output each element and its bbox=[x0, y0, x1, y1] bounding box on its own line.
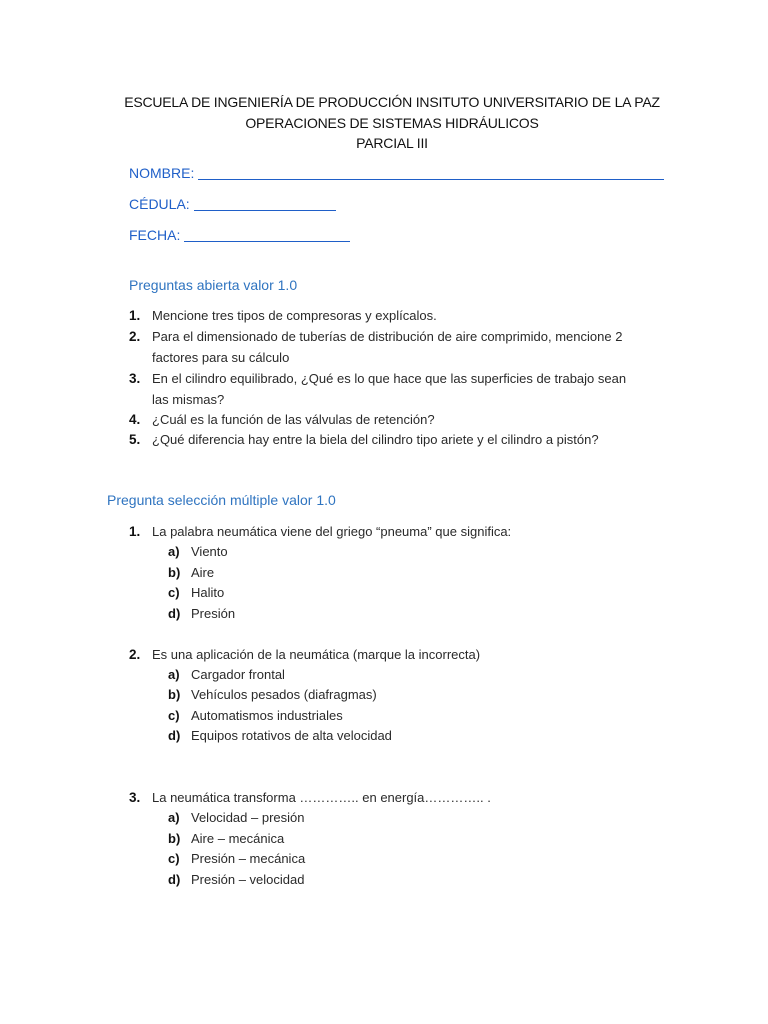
option-text: Halito bbox=[191, 585, 225, 600]
option-letter: d) bbox=[168, 606, 181, 621]
option-text: Presión – mecánica bbox=[191, 851, 306, 866]
question-text: La palabra neumática viene del griego “pneuma” que significa: bbox=[152, 524, 512, 539]
header-exam-title: PARCIAL III bbox=[356, 135, 428, 151]
option-text: Aire – mecánica bbox=[191, 831, 285, 846]
question-number: 2. bbox=[129, 647, 141, 662]
option-letter: a) bbox=[168, 544, 180, 559]
question-text: Es una aplicación de la neumática (marque la incorrecta) bbox=[152, 647, 481, 662]
option-text: Vehículos pesados (diafragmas) bbox=[191, 687, 377, 702]
question-number: 1. bbox=[129, 308, 141, 323]
option-letter: c) bbox=[168, 585, 180, 600]
option-text: Equipos rotativos de alta velocidad bbox=[191, 728, 392, 743]
question-number: 5. bbox=[129, 432, 141, 447]
option-letter: b) bbox=[168, 565, 181, 580]
option-text: Velocidad – presión bbox=[191, 810, 305, 825]
nombre-field bbox=[129, 165, 664, 181]
cedula-blank-line[interactable] bbox=[194, 196, 336, 211]
question-text: En el cilindro equilibrado, ¿Qué es lo que hace que las superficies de trabajo sean bbox=[152, 371, 627, 386]
question-text: Para el dimensionado de tuberías de distribución de aire comprimido, mencione 2 bbox=[152, 329, 623, 344]
question-text: ¿Cuál es la función de las válvulas de retención? bbox=[152, 412, 435, 427]
header-course: OPERACIONES DE SISTEMAS HIDRÁULICOS bbox=[245, 114, 539, 131]
fecha-field bbox=[129, 227, 350, 243]
nombre-label: NOMBRE: bbox=[129, 165, 195, 181]
open-questions-title: Preguntas abierta valor 1.0 bbox=[129, 277, 298, 293]
option-letter: d) bbox=[168, 872, 181, 887]
option-text: Automatismos industriales bbox=[191, 708, 343, 723]
option-letter: d) bbox=[168, 728, 181, 743]
nombre-blank-line[interactable] bbox=[198, 165, 664, 180]
option-text: Aire bbox=[191, 565, 215, 580]
option-text: Cargador frontal bbox=[191, 667, 285, 682]
header-institution: ESCUELA DE INGENIERÍA DE PRODUCCIÓN INSITUTO UNIVERSITARIO DE LA PAZ bbox=[124, 94, 660, 110]
option-letter: a) bbox=[168, 667, 180, 682]
option-text: Presión bbox=[191, 606, 236, 621]
question-number: 2. bbox=[129, 329, 141, 344]
question-number: 3. bbox=[129, 790, 141, 805]
option-letter: a) bbox=[168, 810, 180, 825]
cedula-label: CÉDULA: bbox=[129, 196, 190, 212]
question-number: 4. bbox=[129, 412, 141, 427]
question-text: ¿Qué diferencia hay entre la biela del cilindro tipo ariete y el cilindro a pistón? bbox=[152, 432, 599, 447]
multiple-choice-title: Pregunta selección múltiple valor 1.0 bbox=[107, 492, 336, 508]
option-text: Viento bbox=[191, 544, 228, 559]
option-letter: b) bbox=[168, 687, 181, 702]
question-number: 1. bbox=[129, 524, 141, 539]
question-text: La neumática transforma ………….. en energía………….. . bbox=[152, 790, 491, 805]
option-letter: c) bbox=[168, 851, 180, 866]
fecha-label: FECHA: bbox=[129, 227, 181, 243]
question-text: Mencione tres tipos de compresoras y explícalos. bbox=[152, 308, 437, 323]
fecha-blank-line[interactable] bbox=[184, 227, 350, 242]
question-text-continued: factores para su cálculo bbox=[152, 349, 290, 365]
question-number: 3. bbox=[129, 371, 141, 386]
option-text: Presión – velocidad bbox=[191, 872, 305, 887]
question-text-continued: las mismas? bbox=[152, 391, 225, 407]
option-letter: c) bbox=[168, 708, 180, 723]
document-header bbox=[0, 92, 768, 154]
option-letter: b) bbox=[168, 831, 181, 846]
cedula-field bbox=[129, 196, 336, 212]
